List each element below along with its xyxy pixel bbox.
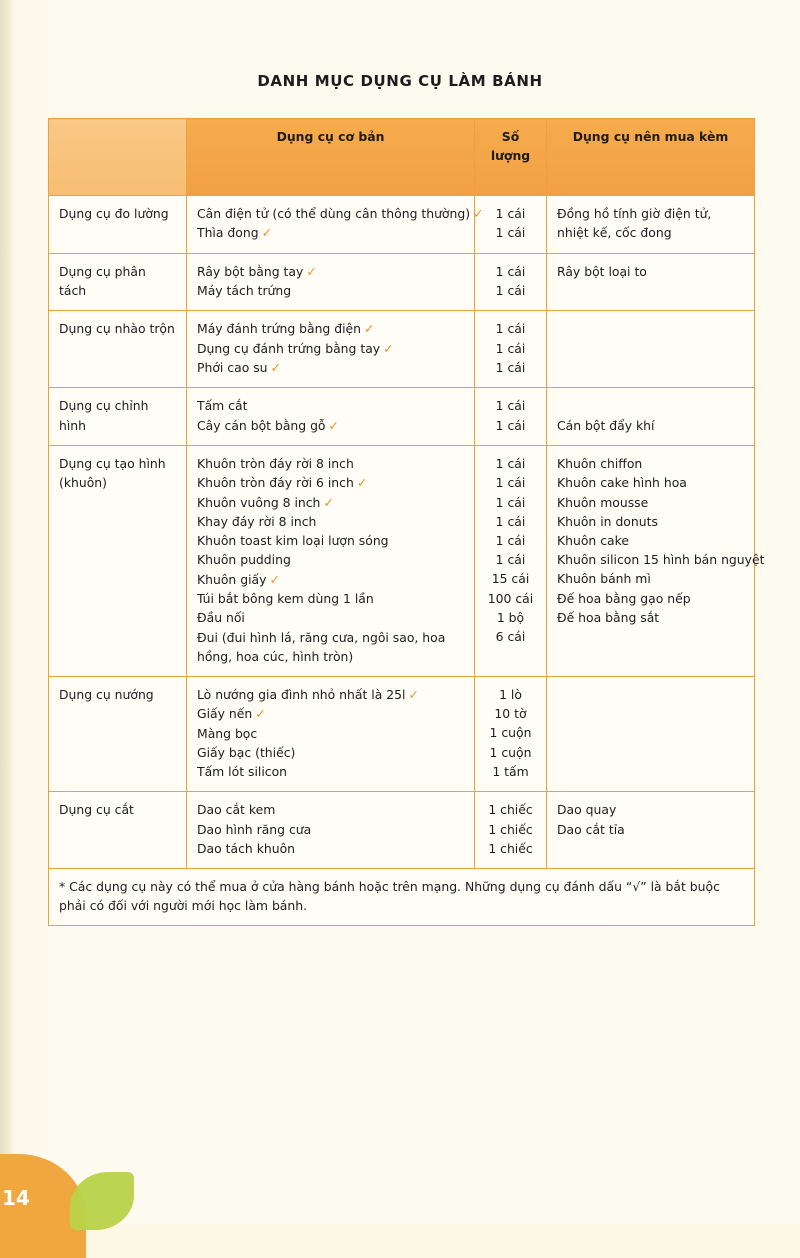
basic-tool-label: Khuôn giấy [197, 571, 267, 587]
quantity-value: 1 cái [495, 359, 526, 375]
basic-tool-item [197, 473, 464, 492]
basic-tool-item [197, 628, 464, 666]
page-title: DANH MỤC DỤNG CỤ LÀM BÁNH [257, 72, 543, 90]
quantity-value: 1 cái [495, 417, 526, 433]
basic-tool-item [197, 454, 464, 473]
footnote-text: * Các dụng cụ này có thể mua ở cửa hàng bánh hoặc trên mạng. Những dụng cụ đánh dấu “√” là bắt buộc phải có đối với người mới học làm bánh. [49, 869, 755, 926]
basic-tool-label: Giấy nến [197, 706, 253, 722]
checkmark-icon: ✓ [306, 263, 317, 279]
row-group-label: Dụng cụ tạo hình (khuôn) [49, 446, 187, 677]
checkmark-icon: ✓ [270, 360, 282, 376]
extra-tool-item: Khuôn chiffon [557, 456, 643, 472]
extra-tool-item: Khuôn mousse [557, 494, 649, 510]
quantity-value: 1 chiếc [488, 840, 533, 856]
checkmark-icon: ✓ [356, 475, 368, 491]
basic-tool-label: Khuôn pudding [197, 552, 291, 568]
checkmark-icon: ✓ [408, 686, 419, 702]
basic-tool-item [197, 570, 464, 589]
basic-tool-item [197, 820, 464, 839]
book-spine-shadow [0, 0, 14, 1224]
table-footnote-row [49, 869, 755, 926]
basic-tool-label: Dao hình răng cưa [197, 821, 312, 837]
extra-tool-item: Đế hoa bằng gạo nếp [557, 590, 691, 606]
row-basic-tools [187, 676, 475, 791]
row-basic-tools [187, 388, 475, 446]
column-header-extra: Dụng cụ nên mua kèm [547, 119, 755, 196]
table-row [49, 388, 755, 446]
table-header-row [49, 119, 755, 196]
checkmark-icon: ✓ [473, 206, 484, 221]
basic-tool-item [197, 416, 464, 435]
quantity-value: 1 cuộn [489, 744, 532, 760]
quantity-value: 1 cái [495, 282, 526, 298]
basic-tool-label: Rây bột bằng tay [197, 263, 304, 279]
row-quantity [475, 676, 547, 791]
quantity-value: 1 chiếc [488, 821, 533, 837]
tools-table [48, 118, 765, 926]
basic-tool-item [197, 319, 464, 338]
row-quantity [475, 792, 547, 869]
quantity-value: 1 cái [495, 475, 526, 491]
extra-tool-item: Khuôn in donuts [557, 513, 658, 529]
basic-tool-label: Khuôn tròn đáy rời 6 inch [197, 475, 354, 491]
quantity-value: 10 tờ [494, 706, 527, 722]
basic-tool-label: Tấm lót silicon [197, 764, 288, 780]
quantity-value: 1 tấm [492, 763, 529, 779]
basic-tool-item [197, 550, 464, 569]
basic-tool-label: Máy đánh trứng bằng điện [197, 321, 362, 337]
row-quantity [475, 253, 547, 311]
row-extra-tools [547, 446, 765, 677]
basic-tool-label: Tấm cắt [197, 398, 248, 414]
basic-tool-label: Túi bắt bông kem dùng 1 lần [197, 591, 374, 607]
checkmark-icon: ✓ [328, 417, 340, 433]
row-quantity [475, 446, 547, 677]
table-row [49, 253, 755, 311]
column-header-basic: Dụng cụ cơ bản [187, 119, 475, 196]
row-extra-tools [547, 253, 755, 311]
basic-tool-item [197, 531, 464, 550]
row-basic-tools [187, 792, 475, 869]
column-header-group [49, 119, 187, 196]
basic-tool-item [197, 223, 464, 242]
column-header-quantity-line2: lượng [490, 148, 531, 164]
quantity-value: 1 chiếc [488, 802, 533, 818]
checkmark-icon: ✓ [323, 494, 334, 510]
basic-tool-item [197, 704, 464, 723]
quantity-value: 1 cái [495, 552, 526, 568]
quantity-value: 100 cái [487, 590, 534, 606]
row-group-label: Dụng cụ cắt [49, 792, 187, 869]
tools-table-container [48, 118, 765, 926]
quantity-value: 1 cái [495, 206, 526, 221]
basic-tool-label: Màng bọc [197, 725, 258, 741]
row-group-label: Dụng cụ nướng [49, 676, 187, 791]
row-quantity [475, 196, 547, 254]
checkmark-icon: ✓ [364, 321, 375, 337]
basic-tool-label: Phới cao su [197, 360, 268, 376]
row-quantity [475, 311, 547, 388]
basic-tool-item [197, 358, 464, 377]
basic-tool-label: Đầu nối [197, 610, 245, 626]
row-basic-tools [187, 253, 475, 311]
basic-tool-label: Dao tách khuôn [197, 840, 296, 856]
quantity-value: 1 cái [495, 340, 526, 356]
checkmark-icon: ✓ [261, 225, 273, 241]
basic-tool-label: Thìa đong [197, 225, 259, 241]
table-body [49, 196, 765, 926]
extra-tool-item: Khuôn bánh mì [557, 571, 651, 587]
row-extra-tools [547, 676, 755, 791]
quantity-value: 1 cái [495, 321, 526, 337]
quantity-value: 1 cái [495, 456, 526, 472]
row-extra-tools [547, 792, 755, 869]
page-number: 14 [2, 1186, 30, 1210]
extra-tool-item [557, 396, 744, 415]
basic-tool-label: Khuôn tròn đáy rời 8 inch [197, 456, 354, 472]
basic-tool-item [197, 724, 464, 743]
basic-tool-label: Khuôn toast kim loại lượn sóng [197, 533, 389, 549]
column-header-quantity [475, 119, 547, 196]
row-group-label: Dụng cụ đo lường [49, 196, 187, 254]
quantity-value: 1 cuộn [489, 725, 532, 741]
basic-tool-item [197, 396, 464, 415]
basic-tool-label: Đui (đui hình lá, răng cưa, ngôi sao, hoa hồng, hoa cúc, hình tròn) [197, 629, 446, 664]
basic-tool-item [197, 839, 464, 858]
basic-tool-label: Dao cắt kem [197, 802, 276, 818]
quantity-value: 1 cái [495, 532, 526, 548]
checkmark-icon: ✓ [255, 706, 266, 722]
basic-tool-label: Khay đáy rời 8 inch [197, 514, 317, 530]
checkmark-icon: ✓ [269, 571, 280, 587]
row-extra-tools [547, 196, 755, 254]
quantity-value: 1 lò [499, 686, 522, 702]
basic-tool-item [197, 281, 464, 300]
basic-tool-item [197, 493, 464, 512]
table-row [49, 446, 755, 677]
basic-tool-label: Lò nướng gia đình nhỏ nhất là 25l [197, 686, 406, 702]
column-header-quantity-line1: Số [501, 129, 520, 144]
basic-tool-label: Máy tách trứng [197, 283, 292, 299]
extra-tool-item: Khuôn cake hình hoa [557, 475, 687, 491]
table-row [49, 311, 755, 388]
leaf-decoration [70, 1172, 134, 1230]
basic-tool-item [197, 743, 464, 762]
basic-tool-label: Khuôn vuông 8 inch [197, 494, 321, 510]
basic-tool-item [197, 762, 464, 781]
extra-tool-item: Đồng hồ tính giờ điện tử, [557, 206, 712, 221]
basic-tool-label: Dụng cụ đánh trứng bằng tay [197, 340, 381, 356]
row-group-label: Dụng cụ chỉnh hình [49, 388, 187, 446]
extra-tool-item: nhiệt kế, cốc đong [557, 225, 672, 241]
row-extra-tools [547, 388, 755, 446]
quantity-value: 1 cái [495, 263, 526, 279]
quantity-value: 1 cái [495, 398, 526, 414]
basic-tool-label: Cân điện tử (có thể dùng cân thông thường) [197, 206, 471, 221]
row-basic-tools [187, 196, 484, 254]
basic-tool-label: Cây cán bột bằng gỗ [197, 417, 326, 433]
basic-tool-item [197, 339, 464, 358]
extra-tool-item: Khuôn silicon 15 hình bán nguyệt [557, 552, 765, 568]
checkmark-icon: ✓ [383, 340, 394, 356]
extra-tool-item: Khuôn cake [557, 532, 629, 548]
row-basic-tools [187, 446, 475, 677]
table-row [49, 676, 755, 791]
table-header [49, 119, 755, 196]
quantity-value: 1 cái [495, 513, 526, 529]
row-quantity [475, 388, 547, 446]
row-group-label: Dụng cụ phân tách [49, 253, 187, 311]
basic-tool-item [197, 608, 464, 627]
row-extra-tools [547, 311, 755, 388]
extra-tool-item: Dao quay [557, 802, 617, 818]
table-row [49, 792, 755, 869]
basic-tool-item [197, 204, 484, 223]
basic-tool-label: Giấy bạc (thiếc) [197, 744, 296, 760]
quantity-value: 1 cái [495, 225, 526, 241]
quantity-value: 1 cái [495, 494, 526, 510]
extra-tool-item: Dao cắt tỉa [557, 821, 625, 837]
extra-tool-item: Cán bột đẩy khí [557, 417, 655, 433]
quantity-value: 6 cái [495, 629, 526, 645]
basic-tool-item [197, 800, 464, 819]
extra-tool-item: Đế hoa bằng sắt [557, 609, 660, 625]
basic-tool-item [197, 589, 464, 608]
table-row [49, 196, 755, 254]
row-basic-tools [187, 311, 475, 388]
basic-tool-item [197, 262, 464, 281]
extra-tool-item: Rây bột loại to [557, 263, 647, 279]
quantity-value: 1 bộ [496, 609, 525, 625]
basic-tool-item [197, 685, 464, 704]
row-group-label: Dụng cụ nhào trộn [49, 311, 187, 388]
quantity-value: 15 cái [491, 571, 530, 587]
basic-tool-item [197, 512, 464, 531]
